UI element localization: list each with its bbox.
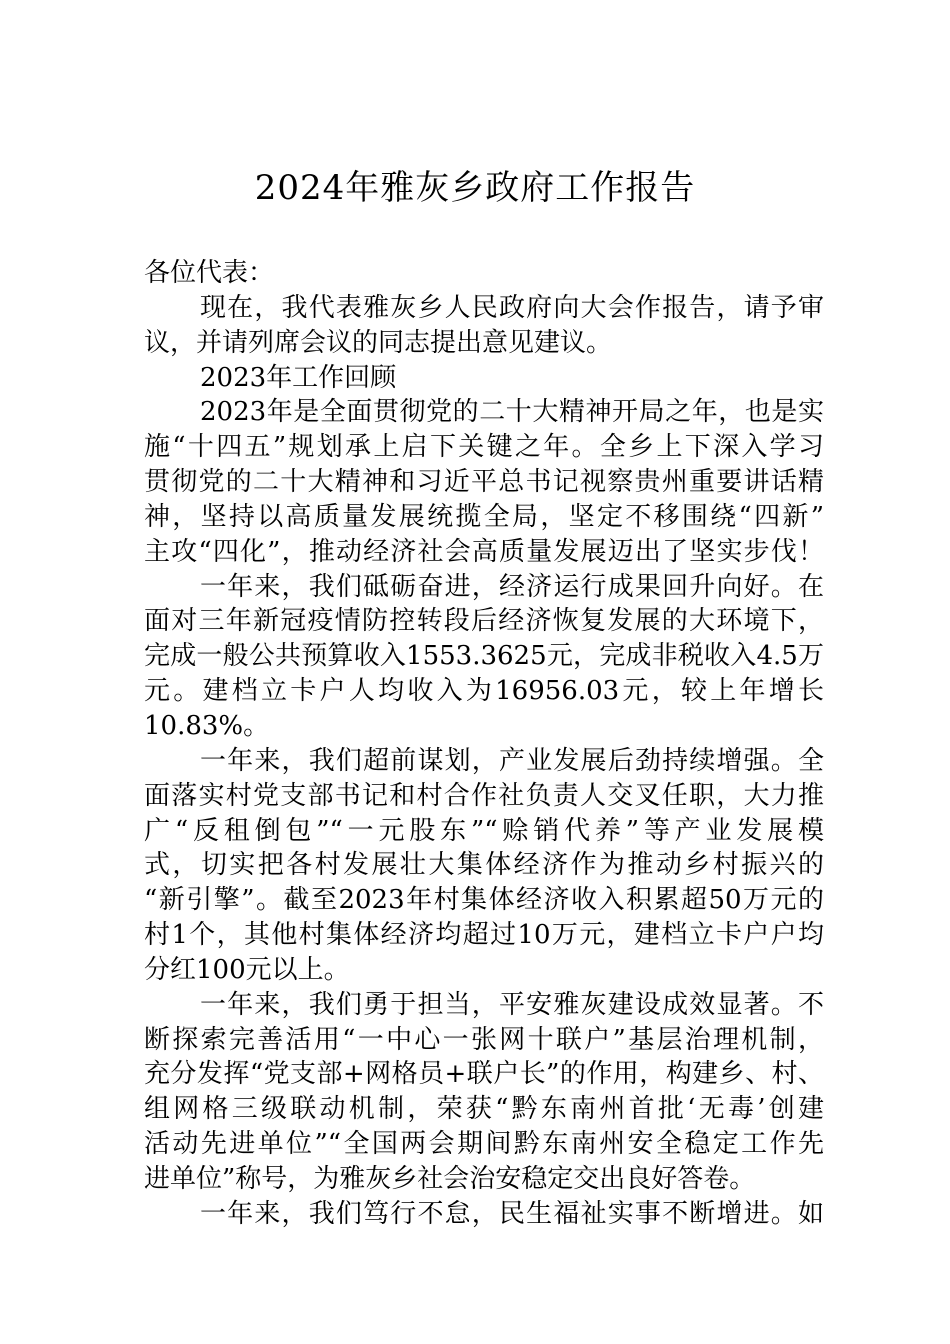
text-line: 进单位”称号，为雅灰乡社会治安稳定交出良好答卷。 [144,1163,756,1194]
text-line: “新引擎”。截至2023年村集体经济收入积累超50万元的 [144,885,824,916]
text-line: 面对三年新冠疫情防控转段后经济恢复发展的大环境下， [144,606,824,637]
text-line: 一年来，我们超前谋划，产业发展后劲持续增强。全 [200,745,824,776]
text-line: 2023年工作回顾 [200,362,397,393]
text-line: 现在，我代表雅灰乡人民政府向大会作报告，请予审 [200,292,824,323]
text-line: 2023年是全面贯彻党的二十大精神开局之年，也是实 [200,397,824,428]
text-line: 主攻“四化”，推动经济社会高质量发展迈出了坚实步伐！ [144,536,824,567]
text-line: 一年来，我们勇于担当，平安雅灰建设成效显著。不 [200,989,824,1020]
text-line: 一年来，我们笃行不怠，民生福祉实事不断增进。如 [200,1198,824,1229]
text-line: 议，并请列席会议的同志提出意见建议。 [144,327,613,358]
text-line: 广“反租倒包”“一元股东”“赊销代养”等产业发展模 [144,815,824,846]
text-line: 活动先进单位”“全国两会期间黔东南州安全稳定工作先 [144,1129,824,1160]
text-line: 各位代表： [144,258,275,288]
text-line: 元。建档立卡户人均收入为16956.03元，较上年增长 [144,676,824,707]
text-line: 神，坚持以高质量发展统揽全局，坚定不移围绕“四新” [144,501,824,532]
text-line: 村1个，其他村集体经济均超过10万元，建档立卡户户均 [144,920,824,951]
text-line: 一年来，我们砥砺奋进，经济运行成果回升向好。在 [200,571,824,602]
text-line: 面落实村党支部书记和村合作社负责人交叉任职，大力推 [144,780,824,811]
text-line: 10.83%。 [144,710,270,741]
document-body [144,256,824,1232]
text-line: 断探索完善活用“一中心一张网十联户”基层治理机制， [144,1024,824,1055]
text-line: 充分发挥“党支部+网格员+联户长”的作用，构建乡、村、 [144,1059,824,1090]
text-line: 贯彻党的二十大精神和习近平总书记视察贵州重要讲话精 [144,467,824,498]
text-line: 组网格三级联动机制，荣获“黔东南州首批‘无毒’创建 [144,1094,824,1125]
text-line: 施“十四五”规划承上启下关键之年。全乡上下深入学习 [144,432,824,463]
text-line: 分红100元以上。 [144,954,350,985]
document-title: 2024年雅灰乡政府工作报告 [254,168,696,208]
text-line: 式，切实把各村发展壮大集体经济作为推动乡村振兴的 [144,850,824,881]
text-line: 完成一般公共预算收入1553.3625元，完成非税收入4.5万 [144,641,824,672]
